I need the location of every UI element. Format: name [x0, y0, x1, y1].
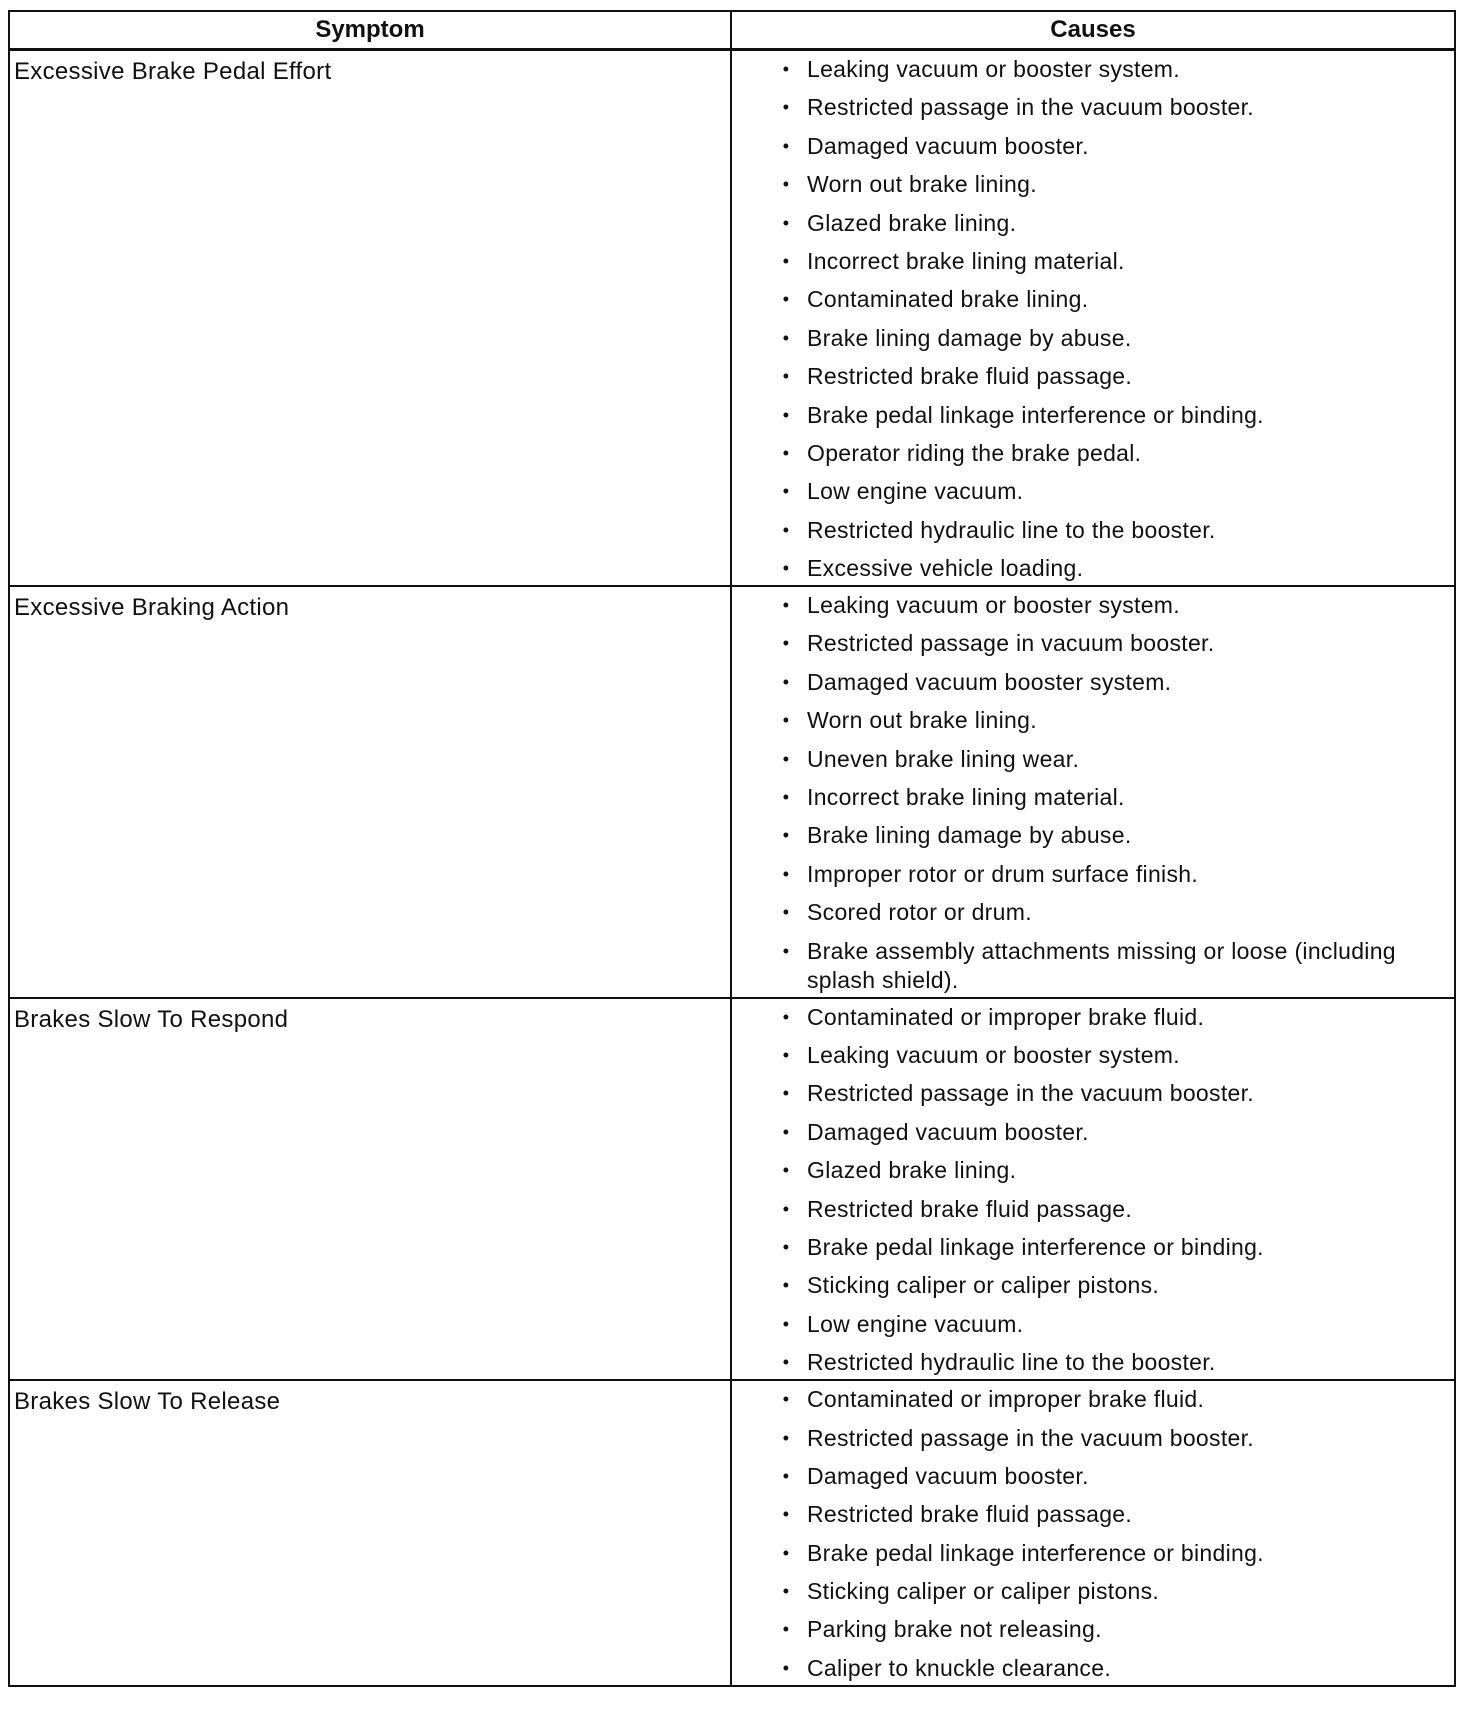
cause-text: Brake pedal linkage interference or binding.	[807, 1233, 1264, 1260]
bullet-icon: •	[782, 174, 790, 195]
list-item	[732, 1539, 1454, 1568]
list-item	[732, 1079, 1454, 1108]
bullet-icon: •	[782, 1006, 790, 1027]
bullet-icon: •	[782, 1313, 790, 1334]
list-item	[732, 324, 1454, 353]
bullet-icon: •	[782, 1581, 790, 1602]
causes-cell	[731, 1380, 1455, 1686]
cause-text: Sticking caliper or caliper pistons.	[807, 1578, 1160, 1605]
bullet-icon: •	[782, 1427, 790, 1448]
bullet-icon: •	[782, 212, 790, 233]
bullet-icon: •	[782, 366, 790, 387]
list-item	[732, 516, 1454, 545]
cause-text: Contaminated or improper brake fluid.	[807, 1386, 1205, 1413]
symptom-cell: Brakes Slow To Respond	[9, 998, 731, 1381]
bullet-icon: •	[782, 1044, 790, 1065]
causes-cell	[731, 50, 1455, 587]
causes-list	[732, 51, 1454, 585]
list-item	[732, 1233, 1454, 1262]
cause-text: Damaged vacuum booster.	[807, 1462, 1089, 1489]
cause-text: Sticking caliper or caliper pistons.	[807, 1272, 1160, 1299]
bullet-icon: •	[782, 595, 790, 616]
cause-text: Leaking vacuum or booster system.	[807, 56, 1180, 82]
causes-list	[732, 587, 1454, 997]
cause-text: Restricted brake fluid passage.	[807, 1195, 1133, 1222]
bullet-icon: •	[782, 1275, 790, 1296]
list-item	[732, 170, 1454, 199]
cause-text: Low engine vacuum.	[807, 1310, 1024, 1337]
bullet-icon: •	[782, 135, 790, 156]
bullet-icon: •	[782, 250, 790, 271]
cause-text: Glazed brake lining.	[807, 209, 1017, 236]
cause-text: Operator riding the brake pedal.	[807, 439, 1142, 466]
list-item	[732, 1654, 1454, 1683]
cause-text: Restricted passage in the vacuum booster.	[807, 94, 1254, 121]
table-row	[9, 50, 1455, 587]
list-item	[732, 439, 1454, 468]
list-item	[732, 93, 1454, 122]
bullet-icon: •	[782, 671, 790, 692]
bullet-icon: •	[782, 289, 790, 310]
symptom-cell: Brakes Slow To Release	[9, 1380, 731, 1686]
cause-text: Caliper to knuckle clearance.	[807, 1654, 1112, 1681]
cause-text: Damaged vacuum booster.	[807, 1118, 1089, 1145]
list-item	[732, 1577, 1454, 1606]
cause-text: Brake pedal linkage interference or binding.	[807, 1539, 1264, 1566]
bullet-icon: •	[782, 404, 790, 425]
bullet-icon: •	[782, 1657, 790, 1678]
list-item	[732, 1118, 1454, 1147]
cause-text: Contaminated brake lining.	[807, 286, 1089, 313]
list-item	[732, 554, 1454, 583]
table-row	[9, 1380, 1455, 1686]
cause-text: Brake lining damage by abuse.	[807, 324, 1132, 351]
cause-text: Contaminated or improper brake fluid.	[807, 1003, 1205, 1030]
cause-text: Glazed brake lining.	[807, 1157, 1017, 1184]
bullet-icon: •	[782, 633, 790, 654]
cause-text: Low engine vacuum.	[807, 478, 1024, 505]
bullet-icon: •	[782, 863, 790, 884]
causes-cell	[731, 586, 1455, 998]
bullet-icon: •	[782, 519, 790, 540]
cause-text: Restricted hydraulic line to the booster.	[807, 516, 1216, 543]
cause-text: Scored rotor or drum.	[807, 899, 1032, 926]
table-row	[9, 586, 1455, 998]
diagnosis-table	[8, 10, 1456, 1687]
list-item	[732, 937, 1454, 995]
list-item	[732, 591, 1454, 620]
bullet-icon: •	[782, 327, 790, 348]
cause-text: Restricted hydraulic line to the booster.	[807, 1349, 1216, 1376]
bullet-icon: •	[782, 787, 790, 808]
cause-text: Worn out brake lining.	[807, 707, 1037, 734]
list-item	[732, 1462, 1454, 1491]
list-item	[732, 1156, 1454, 1185]
bullet-icon: •	[782, 1389, 790, 1410]
list-item	[732, 1003, 1454, 1032]
list-item	[732, 401, 1454, 430]
bullet-icon: •	[782, 558, 790, 579]
list-item	[732, 745, 1454, 774]
bullet-icon: •	[782, 902, 790, 923]
list-item	[732, 247, 1454, 276]
cause-text: Restricted passage in the vacuum booster.	[807, 1080, 1254, 1107]
cause-text: Uneven brake lining wear.	[807, 745, 1080, 772]
symptom-cell: Excessive Braking Action	[9, 586, 731, 998]
list-item	[732, 209, 1454, 238]
bullet-icon: •	[782, 59, 790, 79]
bullet-icon: •	[782, 710, 790, 731]
symptom-cell: Excessive Brake Pedal Effort	[9, 50, 731, 587]
list-item	[732, 1385, 1454, 1414]
cause-text: Parking brake not releasing.	[807, 1616, 1102, 1643]
list-item	[732, 783, 1454, 812]
list-item	[732, 860, 1454, 889]
list-item	[732, 1615, 1454, 1644]
list-item	[732, 285, 1454, 314]
list-item	[732, 362, 1454, 391]
list-item	[732, 1500, 1454, 1529]
list-item	[732, 821, 1454, 850]
table-body	[9, 50, 1455, 1686]
list-item	[732, 1271, 1454, 1300]
cause-text: Restricted passage in vacuum booster.	[807, 630, 1215, 657]
cause-text: Damaged vacuum booster.	[807, 132, 1089, 159]
list-item	[732, 55, 1454, 84]
list-item	[732, 629, 1454, 658]
bullet-icon: •	[782, 1504, 790, 1525]
cause-text: Restricted passage in the vacuum booster.	[807, 1424, 1254, 1451]
causes-column-header: Causes	[731, 11, 1455, 50]
cause-text: Worn out brake lining.	[807, 171, 1037, 198]
cause-text: Damaged vacuum booster system.	[807, 668, 1172, 695]
list-item	[732, 132, 1454, 161]
bullet-icon: •	[782, 1198, 790, 1219]
bullet-icon: •	[782, 1619, 790, 1640]
cause-text: Leaking vacuum or booster system.	[807, 592, 1180, 619]
cause-text: Restricted brake fluid passage.	[807, 363, 1133, 390]
cause-text: Improper rotor or drum surface finish.	[807, 860, 1199, 887]
causes-cell	[731, 998, 1455, 1381]
list-item	[732, 477, 1454, 506]
cause-text: Excessive vehicle loading.	[807, 555, 1084, 582]
list-item	[732, 1424, 1454, 1453]
cause-text: Incorrect brake lining material.	[807, 247, 1125, 274]
bullet-icon: •	[782, 748, 790, 769]
list-item	[732, 898, 1454, 927]
bullet-icon: •	[782, 1083, 790, 1104]
bullet-icon: •	[782, 97, 790, 118]
bullet-icon: •	[782, 940, 790, 961]
cause-text: Brake assembly attachments missing or loose (including splash shield).	[807, 937, 1396, 993]
list-item	[732, 1195, 1454, 1224]
bullet-icon: •	[782, 1352, 790, 1373]
bullet-icon: •	[782, 825, 790, 846]
list-item	[732, 1348, 1454, 1377]
table-row	[9, 998, 1455, 1381]
bullet-icon: •	[782, 1465, 790, 1486]
table-header-row	[9, 11, 1455, 50]
list-item	[732, 1041, 1454, 1070]
bullet-icon: •	[782, 442, 790, 463]
bullet-icon: •	[782, 1160, 790, 1181]
bullet-icon: •	[782, 481, 790, 502]
causes-list	[732, 1381, 1454, 1685]
symptom-column-header: Symptom	[9, 11, 731, 50]
bullet-icon: •	[782, 1542, 790, 1563]
cause-text: Incorrect brake lining material.	[807, 784, 1125, 811]
bullet-icon: •	[782, 1236, 790, 1257]
list-item	[732, 706, 1454, 735]
cause-text: Brake lining damage by abuse.	[807, 822, 1132, 849]
cause-text: Leaking vacuum or booster system.	[807, 1041, 1180, 1068]
bullet-icon: •	[782, 1121, 790, 1142]
list-item	[732, 668, 1454, 697]
cause-text: Brake pedal linkage interference or binding.	[807, 401, 1264, 428]
list-item	[732, 1310, 1454, 1339]
causes-list	[732, 999, 1454, 1380]
cause-text: Restricted brake fluid passage.	[807, 1501, 1133, 1528]
